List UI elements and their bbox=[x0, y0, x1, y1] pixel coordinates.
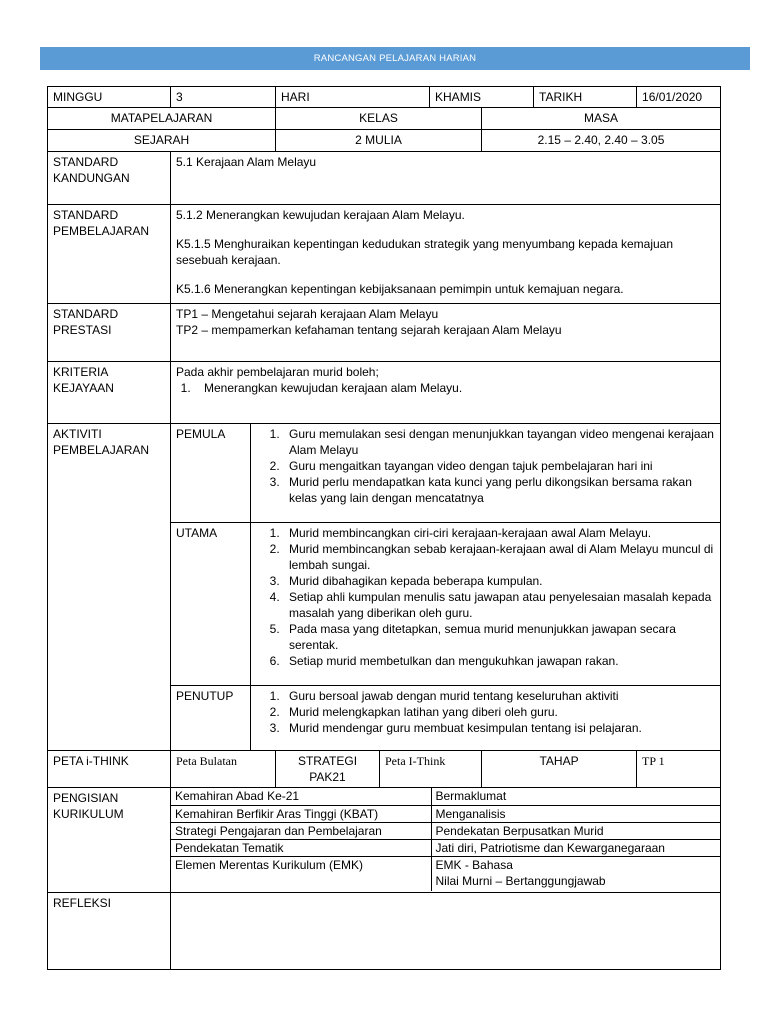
utama-item: 3. Murid dibahagikan kepada beberapa kumpulan. bbox=[283, 573, 715, 589]
pengisian-right: Jati diri, Patriotisme dan Kewarganegaraan bbox=[431, 839, 720, 856]
pengisian-inner-table bbox=[171, 788, 720, 891]
sp-item: 5.1.2 Menerangkan kewujudan kerajaan Alam Melayu. bbox=[176, 208, 465, 222]
lesson-plan-table bbox=[47, 86, 721, 970]
pengisian-row bbox=[48, 788, 721, 893]
refleksi-label: REFLEKSI bbox=[48, 893, 171, 970]
pemula-content bbox=[251, 424, 721, 523]
pemula-label: PEMULA bbox=[171, 424, 251, 523]
hari-label: HARI bbox=[276, 87, 430, 108]
peta-row bbox=[48, 751, 721, 788]
masa-value: 2.15 – 2.40, 2.40 – 3.05 bbox=[482, 130, 721, 152]
page-banner: RANCANGAN PELAJARAN HARIAN bbox=[40, 47, 750, 70]
peta-value: Peta Bulatan bbox=[171, 751, 276, 788]
pengisian-item bbox=[171, 822, 720, 839]
pengisian-content bbox=[171, 788, 721, 893]
tarikh-value: 16/01/2020 bbox=[637, 87, 721, 108]
info-row-2 bbox=[48, 108, 721, 130]
standard-pembelajaran-row bbox=[48, 205, 721, 304]
standard-kandungan-row bbox=[48, 152, 721, 205]
strategi-value: Peta I-Think bbox=[380, 751, 482, 788]
standard-kandungan-label: STANDARD KANDUNGAN bbox=[48, 152, 171, 205]
pengisian-left: Pendekatan Tematik bbox=[171, 839, 431, 856]
pengisian-left: Elemen Merentas Kurikulum (EMK) bbox=[171, 856, 431, 891]
standard-prestasi-row bbox=[48, 304, 721, 362]
minggu-label: MINGGU bbox=[48, 87, 171, 108]
matapelajaran-label: MATAPELAJARAN bbox=[48, 108, 276, 130]
sp-item: K5.1.6 Menerangkan kepentingan kebijaksanaan pemimpin untuk kemajuan negara. bbox=[176, 282, 624, 296]
utama-label: UTAMA bbox=[171, 523, 251, 686]
utama-item: 5. Pada masa yang ditetapkan, semua murid menunjukkan jawapan secara serentak. bbox=[283, 621, 715, 653]
utama-item: 4. Setiap ahli kumpulan menulis satu jawapan atau penyelesaian masalah kepada masalah yang diberikan oleh guru. bbox=[283, 589, 715, 621]
minggu-value: 3 bbox=[171, 87, 276, 108]
penutup-item: 2. Murid melengkapkan latihan yang diberi oleh guru. bbox=[283, 704, 715, 720]
matapelajaran-value: SEJARAH bbox=[48, 130, 276, 152]
tarikh-label: TARIKH bbox=[534, 87, 637, 108]
pengisian-label: PENGISIAN KURIKULUM bbox=[48, 788, 171, 893]
kelas-value: 2 MULIA bbox=[276, 130, 482, 152]
pengisian-right: Bermaklumat bbox=[431, 788, 720, 805]
aktiviti-label: AKTIVITI PEMBELAJARAN bbox=[48, 424, 171, 751]
pengisian-right: EMK - Bahasa Nilai Murni – Bertanggungjawab bbox=[435, 857, 606, 888]
standard-prestasi-content bbox=[171, 304, 721, 362]
kriteria-row bbox=[48, 362, 721, 424]
standard-prestasi-label: STANDARD PRESTASI bbox=[48, 304, 171, 362]
kriteria-content bbox=[171, 362, 721, 424]
utama-item: 2. Murid membincangkan sebab kerajaan-kerajaan awal di Alam Melayu muncul di lembah sungai. bbox=[283, 541, 715, 573]
pengisian-right: Pendekatan Berpusatkan Murid bbox=[431, 822, 720, 839]
pemula-item: 3. Murid perlu mendapatkan kata kunci yang perlu dikongsikan bersama rakan kelas yang lain dengan mencatatnya bbox=[283, 474, 715, 506]
pemula-item: 1. Guru memulakan sesi dengan menunjukkan tayangan video mengenai kerajaan Alam Melayu bbox=[283, 426, 715, 458]
standard-kandungan-text: 5.1 Kerajaan Alam Melayu bbox=[171, 152, 721, 205]
standard-pembelajaran-content bbox=[171, 205, 721, 304]
penutup-item: 1. Guru bersoal jawab dengan murid tentang keseluruhan aktiviti bbox=[283, 688, 715, 704]
pengisian-left: Kemahiran Abad Ke-21 bbox=[171, 788, 431, 805]
utama-item: 1. Murid membincangkan ciri-ciri kerajaan-kerajaan awal Alam Melayu. bbox=[283, 525, 715, 541]
aktiviti-pemula-row bbox=[48, 424, 721, 523]
penutup-item: 3. Murid mendengar guru membuat kesimpulan tentang isi pelajaran. bbox=[283, 720, 715, 736]
kriteria-intro: Pada akhir pembelajaran murid boleh; bbox=[176, 365, 379, 379]
pengisian-left: Strategi Pengajaran dan Pembelajaran bbox=[171, 822, 431, 839]
pemula-item: 2. Guru mengaitkan tayangan video dengan tajuk pembelajaran hari ini bbox=[283, 458, 715, 474]
tahap-value: TP 1 bbox=[637, 751, 721, 788]
tp1-text: TP1 – Mengetahui sejarah kerajaan Alam Melayu bbox=[176, 307, 439, 321]
kriteria-label: KRITERIA KEJAYAAN bbox=[48, 362, 171, 424]
pengisian-item bbox=[171, 805, 720, 822]
kriteria-list bbox=[176, 380, 715, 396]
info-row-3 bbox=[48, 130, 721, 152]
pengisian-item bbox=[171, 839, 720, 856]
utama-content bbox=[251, 523, 721, 686]
info-row-1 bbox=[48, 87, 721, 108]
refleksi-row bbox=[48, 893, 721, 970]
pengisian-right: Menganalisis bbox=[431, 805, 720, 822]
masa-label: MASA bbox=[482, 108, 721, 130]
tahap-label: TAHAP bbox=[482, 751, 637, 788]
refleksi-content bbox=[171, 893, 721, 970]
standard-pembelajaran-label: STANDARD PEMBELAJARAN bbox=[48, 205, 171, 304]
sp-item: K5.1.5 Menghuraikan kepentingan kedudukan strategik yang menyumbang kepada kemajuan sesebuah kerajaan. bbox=[176, 237, 674, 267]
penutup-content bbox=[251, 686, 721, 751]
pengisian-item bbox=[171, 856, 720, 891]
pengisian-item bbox=[171, 788, 720, 805]
penutup-label: PENUTUP bbox=[171, 686, 251, 751]
strategi-label: STRATEGI PAK21 bbox=[276, 751, 380, 788]
utama-item: 6. Setiap murid membetulkan dan mengukuhkan jawapan rakan. bbox=[283, 653, 715, 669]
kelas-label: KELAS bbox=[276, 108, 482, 130]
utama-list bbox=[256, 525, 715, 669]
penutup-list bbox=[256, 688, 715, 736]
peta-label: PETA i-THINK bbox=[48, 751, 171, 788]
pemula-list bbox=[256, 426, 715, 506]
tp2-text: TP2 – mempamerkan kefahaman tentang sejarah kerajaan Alam Melayu bbox=[176, 323, 562, 337]
hari-value: KHAMIS bbox=[430, 87, 534, 108]
kriteria-item: 1. Menerangkan kewujudan kerajaan alam Melayu. bbox=[194, 380, 715, 396]
pengisian-left: Kemahiran Berfikir Aras Tinggi (KBAT) bbox=[171, 805, 431, 822]
